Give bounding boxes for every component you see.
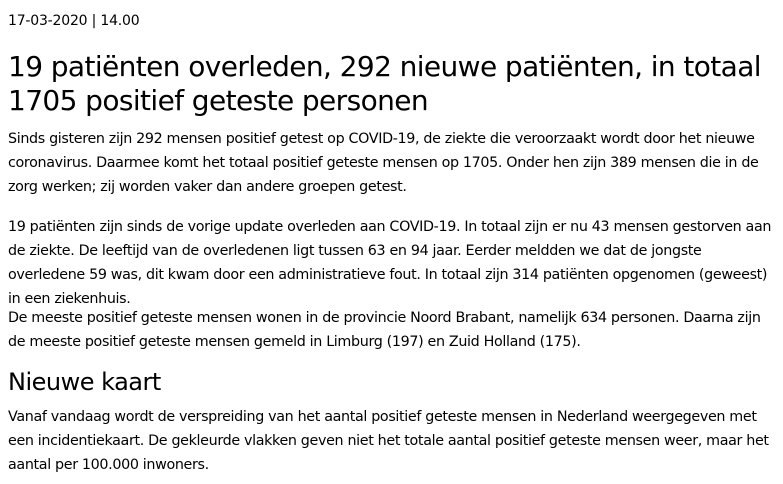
article-paragraph-2: 19 patiënten zijn sinds de vorige update overleden aan COVID-19. In totaal zijn er nu 43 mensen gestorven aan de ziekte. De leeftijd van de overledenen ligt tussen 63 en 94 jaar. Eerder meldden we dat de jongste overledene 59 was, dit kwam door een administratieve fout. In totaal zijn 314 patiënten opgenomen (geweest) in een ziekenhuis.: [8, 219, 772, 307]
section-paragraph: Vanaf vandaag wordt de verspreiding van het aantal positief geteste mensen in Nederland weergegeven met een incidentiekaart. De gekleurde vlakken geven niet het totale aantal positief geteste mensen weer, maar het aantal per 100.000 inwoners.: [8, 409, 769, 473]
article-title: 19 patiënten overleden, 292 nieuwe patiënten, in totaal 1705 positief geteste personen: [8, 50, 761, 117]
publication-date: 17-03-2020 | 14.00: [8, 13, 140, 29]
section-heading: Nieuwe kaart: [8, 368, 161, 396]
article-paragraph-3: De meeste positief geteste mensen wonen in de provincie Noord Brabant, namelijk 634 personen. Daarna zijn de meeste positief geteste mensen gemeld in Limburg (197) en Zuid Holland (175).: [8, 310, 761, 350]
article-paragraph-1: Sinds gisteren zijn 292 mensen positief getest op COVID-19, de ziekte die veroorzaakt wordt door het nieuwe coronavirus. Daarmee komt het totaal positief geteste mensen op 1705. Onder hen zijn 389 mensen die in de zorg werken; zij worden vaker dan andere groepen getest.: [8, 131, 759, 195]
